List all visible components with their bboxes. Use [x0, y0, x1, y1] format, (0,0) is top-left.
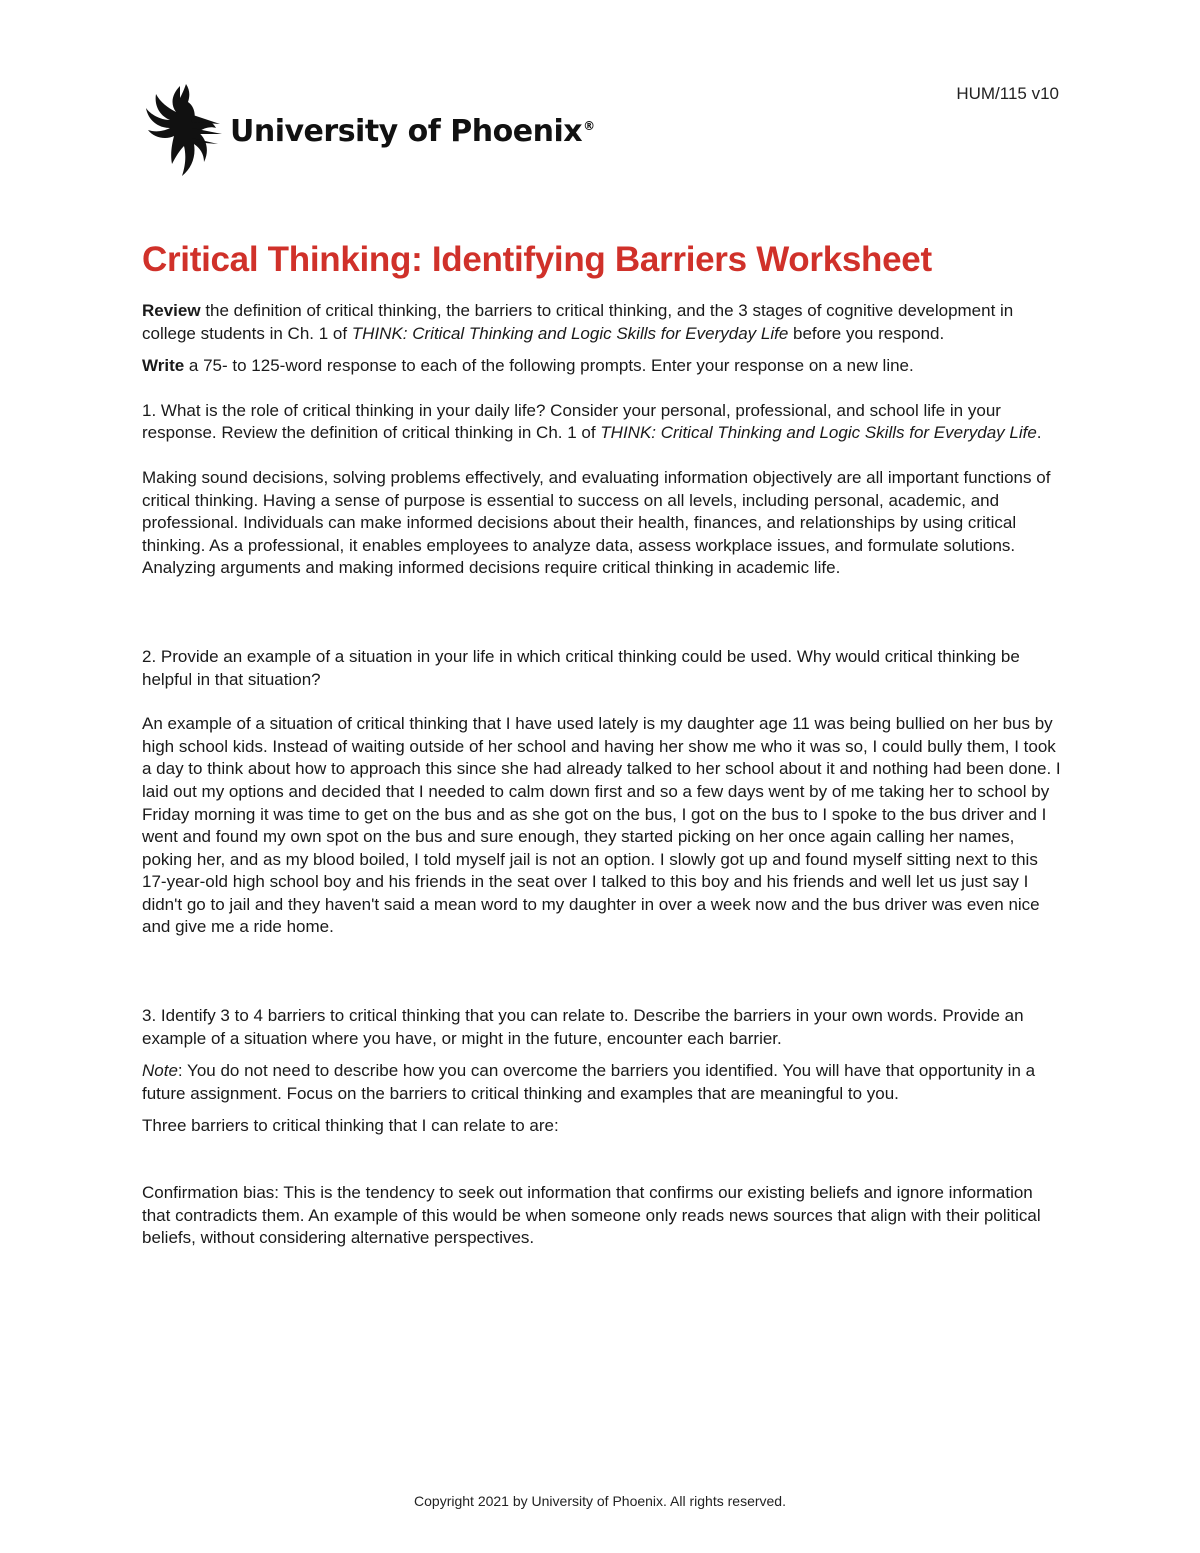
university-logo: [142, 84, 595, 178]
book-title: THINK: Critical Thinking and Logic Skills for Everyday Life: [600, 423, 1037, 443]
write-instruction: Write a 75- to 125-word response to each of the following prompts. Enter your response on a new line.: [142, 356, 914, 376]
question-1-prompt: 1. What is the role of critical thinking in your daily life? Consider your personal, professional, and school life in your response. Review the definition of critical thinking in Ch. 1 of THINK: Critical Thinking and Logic Skills for Everyday Life.: [142, 400, 1042, 443]
question-3-note: Note: You do not need to describe how you can overcome the barriers you identified. You will have that opportunity in a future assignment. Focus on the barriers to critical thinking and examples that are meaningful to you.: [142, 1061, 1036, 1103]
question-2-answer: An example of a situation of critical thinking that I have used lately is my daughter age 11 was being bullied on her bus by high school kids. Instead of waiting outside of her school and having her show me who it was so, I could bully them, I took a day to think about how to approach this since she had already talked to her school about it and nothing had been done. I laid out my options and decided that I needed to calm down first and so a few days went by of me taking her to school by Friday morning it was time to get on the bus and as she got on the bus, I got on the bus to I spoke to the bus driver and I went and found my own spot on the bus and sure enough, they started picking on her once again calling her names, poking her, and as my blood boiled, I told myself jail is not an option. I slowly got up and found myself sitting next to this 17-year-old high school boy and his friends in the seat over I talked to this boy and his friends and well let us just say I didn't go to jail and they haven't said a mean word to my daughter in over a week now and the bus driver was even nice and give me a ride home.: [142, 714, 1061, 937]
course-code: HUM/115 v10: [956, 84, 1059, 103]
question-3-answer-intro: Three barriers to critical thinking that I can relate to are:: [142, 1116, 559, 1136]
logo-wordmark: University of Phoenix®: [230, 113, 595, 149]
book-title: THINK: Critical Thinking and Logic Skills for Everyday Life: [351, 323, 789, 343]
review-lead: Review: [142, 301, 201, 320]
question-3-prompt: 3. Identify 3 to 4 barriers to critical thinking that you can relate to. Describe the barriers in your own words. Provide an example of a situation where you have, or might in the future, encounter each barrier.: [142, 1006, 1024, 1048]
worksheet-body: [142, 238, 1062, 1250]
page-title: Critical Thinking: Identifying Barriers Worksheet: [142, 240, 932, 279]
phoenix-bird-icon: [142, 84, 222, 178]
question-1-answer: Making sound decisions, solving problems effectively, and evaluating information objectively are all important functions of critical thinking. Having a sense of purpose is essential to success on all levels, including personal, academic, and professional. Individuals can make informed decisions about their health, finances, and relationships by using critical thinking. As a professional, it enables employees to analyze data, assess workplace issues, and formulate solutions. Analyzing arguments and making informed decisions require critical thinking in academic life.: [142, 467, 1051, 578]
review-instruction: Review the definition of critical thinking, the barriers to critical thinking, and the 3 stages of cognitive development in college students in Ch. 1 of THINK: Critical Thinking and Logic Skills for Everyday Life before you respond.: [142, 301, 1014, 343]
question-2-prompt: 2. Provide an example of a situation in your life in which critical thinking could be used. Why would critical thinking be helpful in that situation?: [142, 646, 1020, 689]
copyright-footer: Copyright 2021 by University of Phoenix. All rights reserved.: [414, 1493, 786, 1509]
note-label: Note: [142, 1061, 178, 1081]
write-lead: Write: [142, 356, 185, 376]
question-3-answer-barrier-1: Confirmation bias: This is the tendency to seek out information that confirms our existing beliefs and ignore information that contradicts them. An example of this would be when someone only reads news sources that align with their political beliefs, without considering alternative perspectives.: [142, 1183, 1041, 1248]
